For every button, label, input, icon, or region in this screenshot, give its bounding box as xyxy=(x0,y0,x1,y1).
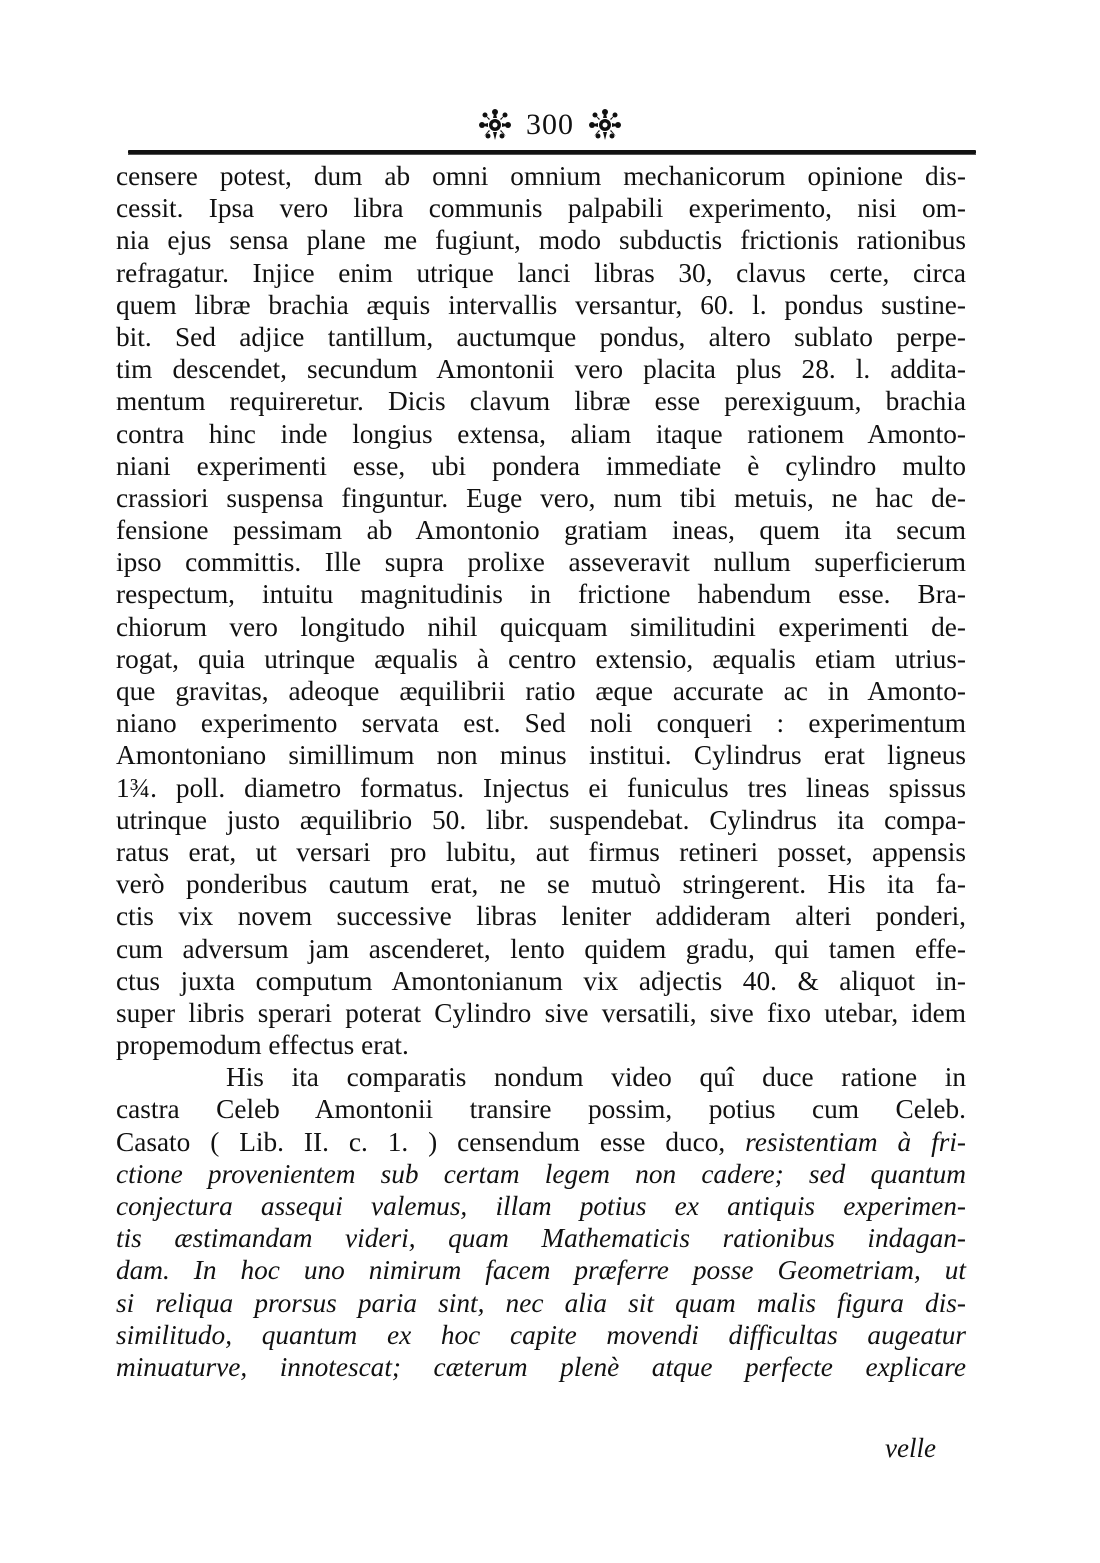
text-line: ratus erat, ut versari pro lubitu, aut firmus retineri posset, appensis xyxy=(116,836,966,867)
text-line: 1¾. poll. diametro formatus. Injectus ei funiculus tres lineas spissus xyxy=(116,772,966,803)
text-line: rogat, quia utrinque æqualis à centro extensio, æqualis etiam utrius- xyxy=(116,643,966,674)
header-rule xyxy=(128,150,976,154)
text-line: verò ponderibus cautum erat, ne se mutuò stringerent. His ita fa- xyxy=(116,869,966,900)
text-line: similitudo, quantum ex hoc capite movendi difficultas augeatur xyxy=(116,1319,966,1350)
text-line: dam. In hoc uno nimirum facem præferre posse Geometriam, ut xyxy=(116,1255,966,1286)
page-number: 300 xyxy=(526,108,574,141)
text-line: quem libræ brachia æquis intervallis versantur, 60. l. pondus sustine- xyxy=(116,289,966,320)
text-line: His ita comparatis nondum video quî duce ratione in xyxy=(226,1062,966,1093)
text-line: censere potest, dum ab omni omnium mechanicorum opinione dis- xyxy=(116,161,966,191)
text-line: ctione provenientem sub certam legem non cadere; sed quantum xyxy=(116,1158,966,1189)
text-line: niani experimenti esse, ubi pondera immediate è cylindro multo xyxy=(116,450,966,481)
text-line: conjectura assequi valemus, illam potius ex antiquis experimen- xyxy=(116,1191,966,1221)
text-line: que gravitas, adeoque æquilibrii ratio æque accurate ac in Amonto- xyxy=(116,676,966,706)
text-line: tis æstimandam videri, quam Mathematicis rationibus indagan- xyxy=(116,1223,966,1254)
text-line: bit. Sed adjice tantillum, auctumque pondus, altero sublato perpe- xyxy=(116,321,966,352)
text-line: chiorum vero longitudo nihil quicquam similitudini experimenti de- xyxy=(116,611,966,642)
text-line: ctis vix novem successive libras leniter addideram alteri ponderi, xyxy=(116,901,966,932)
body-text xyxy=(116,160,966,1383)
text-line: nia ejus sensa plane me fugiunt, modo subductis frictionis rationibus xyxy=(116,225,966,256)
text-line: propemodum effectus erat. xyxy=(116,1030,409,1061)
text-line: castra Celeb Amontonii transire possim, potius cum Celeb. xyxy=(116,1094,966,1125)
text-line: ipso committis. Ille supra prolixe asseveravit nullum superficierum xyxy=(116,547,966,578)
text-line: respectum, intuitu magnitudinis in frictione habendum esse. Bra- xyxy=(116,579,966,610)
text-line: crassiori suspensa finguntur. Euge vero, num tibi metuis, ne hac de- xyxy=(116,482,966,513)
fleuron-icon xyxy=(588,108,622,142)
italic-quote: resistentiam à fri- xyxy=(745,1126,966,1157)
paragraph-1 xyxy=(116,160,966,1061)
page-header xyxy=(0,100,1100,150)
text-line: tim descendet, secundum Amontonii vero placita plus 28. l. addita- xyxy=(116,354,966,385)
catchword: velle xyxy=(885,1433,936,1463)
text-line: minuaturve, innotescat; cæterum plenè atque perfecte explicare xyxy=(116,1351,966,1382)
text-line: cessit. Ipsa vero libra communis palpabili experimento, nisi om- xyxy=(116,193,966,224)
paragraph-2 xyxy=(116,1061,966,1383)
text-line: cum adversum jam ascenderet, lento quidem gradu, qui tamen effe- xyxy=(116,933,966,964)
text-line: super libris sperari poterat Cylindro sive versatili, sive fixo utebar, idem xyxy=(116,997,966,1028)
text-line: contra hinc inde longius extensa, aliam itaque rationem Amonto- xyxy=(116,418,966,449)
text-line: niano experimento servata est. Sed noli conqueri : experimentum xyxy=(116,708,966,739)
roman-text: Casato ( Lib. II. c. 1. ) censendum esse duco, xyxy=(116,1126,746,1157)
text-line: si reliqua prorsus paria sint, nec alia sit quam malis figura dis- xyxy=(116,1287,966,1318)
text-line: mentum requireretur. Dicis clavum libræ esse perexiguum, brachia xyxy=(116,386,966,417)
text-line: ctus juxta computum Amontonianum vix adjectis 40. & aliquot in- xyxy=(116,965,966,996)
text-line: refragatur. Injice enim utrique lanci libras 30, clavus certe, circa xyxy=(116,257,966,288)
fleuron-icon xyxy=(478,108,512,142)
text-line xyxy=(116,1126,966,1158)
text-line: utrinque justo æquilibrio 50. libr. suspendebat. Cylindrus ita compa- xyxy=(116,804,966,835)
text-line: Amontoniano simillimum non minus institui. Cylindrus erat ligneus xyxy=(116,740,966,771)
text-line: fensione pessimam ab Amontonio gratiam ineas, quem ita secum xyxy=(116,515,966,546)
